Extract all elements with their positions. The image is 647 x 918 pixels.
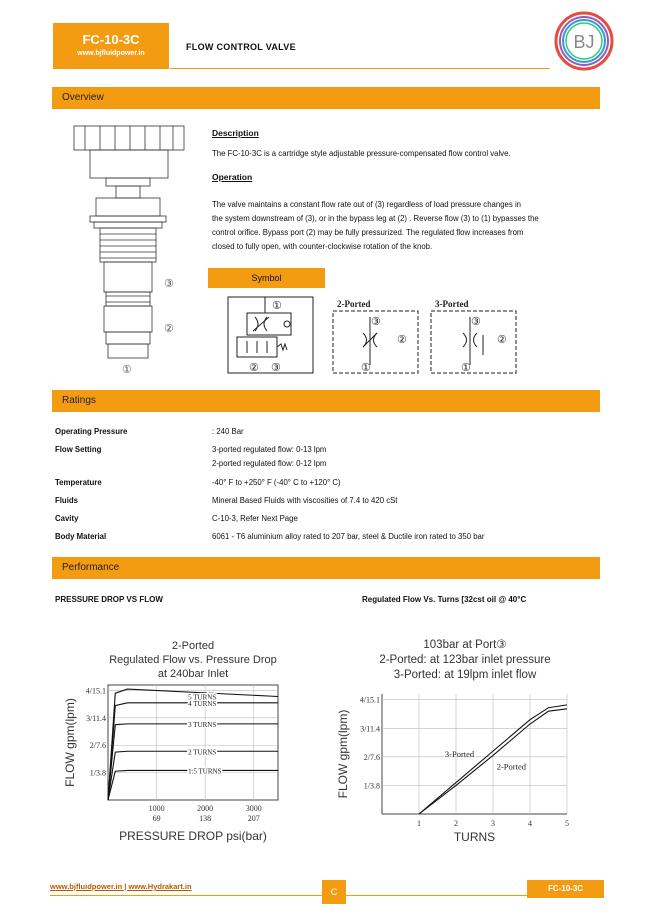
rating-label: Fluids [55,496,78,505]
x-tick-label: 138 [199,814,212,823]
series-label: 5 TURNS [188,693,217,702]
rating-value: 3-ported regulated flow: 0-13 lpm [212,445,327,454]
port-label-2: ② [164,323,174,335]
chart-title: 2-Ported: at 123bar inlet pressure [379,654,551,666]
series-label: 1.5 TURNS [188,767,222,776]
x-tick-label: 5 [565,819,569,828]
footer-code: FC-10-3C [527,880,604,898]
logo-text: BJ [573,32,595,52]
x-tick-label: 3000 [245,804,262,813]
chart-title: 3-Ported: at 19lpm inlet flow [393,669,537,681]
symbol-port-2c: ② [497,334,507,346]
y-tick-label: 4/15.1 [85,686,106,696]
rating-value: 6061 - T6 aluminium alloy rated to 207 bar, steel & Ductile iron rated to 350 bar [212,532,485,541]
y-axis-label: FLOW gpm(lpm) [63,698,77,787]
symbol-port-2: ② [249,362,259,374]
y-tick-label: 1/3.8 [89,768,106,778]
rating-label: Flow Setting [55,445,102,454]
chart-pressure-drop [58,635,303,845]
operation-line: the system downstream of (3), or in the bypass leg at (2) . Reverse flow (3) to (1) bypasses the [212,214,539,223]
series-line [108,724,278,800]
hydraulic-symbols [225,295,525,377]
logo [553,10,615,72]
port-label-1: ① [122,364,132,376]
chart-title: 103bar at Port③ [423,639,507,651]
symbol-2ported-title: 2-Ported [337,299,371,309]
operation-line: closed to fully open, with counter-clockwise rotation of the knob. [212,242,433,251]
chart-title: 2-Ported [171,640,215,652]
valve-drawing [60,124,200,379]
header-divider [170,68,550,69]
symbol-port-1c: ① [461,362,471,374]
header-url: www.bjfluidpower.in [77,50,145,57]
operation-line: control orifice. Bypass port (2) may be fully pressurized. The regulated flow increases from [212,228,524,237]
x-tick-label: 3 [491,819,495,828]
header-code-tab [53,23,169,69]
page-title: FLOW CONTROL VALVE [186,42,296,52]
series-label: 2 TURNS [188,748,217,757]
section-ratings-label: Ratings [62,395,96,406]
chart-flow-vs-turns [330,632,580,847]
rating-label: Temperature [55,478,102,487]
symbol-tab: Symbol [208,268,325,288]
x-axis-label: TURNS [453,830,496,844]
x-tick-label: 1000 [148,804,165,813]
rating-value: 2-ported regulated flow: 0-12 lpm [212,459,327,468]
x-tick-label: 2000 [197,804,214,813]
x-tick-label: 69 [152,814,161,823]
port-label-3: ③ [164,278,174,290]
chart-right-heading: Regulated Flow Vs. Turns [32cst oil @ 40°C [362,595,527,604]
header-code: FC-10-3C [82,32,140,47]
y-axis-label: FLOW gpm(lpm) [336,709,350,799]
y-tick-label: 3/11.4 [360,724,380,734]
x-tick-label: 1 [417,819,421,828]
chart-title: Regulated Flow vs. Pressure Drop [109,654,277,666]
description-heading: Description [212,128,259,138]
section-performance [52,557,600,579]
footer-divider [50,895,547,896]
rating-value: -40° F to +250° F (-40° C to +120° C) [212,478,341,487]
series-line [108,751,278,800]
symbol-port-1: ① [272,300,282,312]
series-label: 4 TURNS [188,699,217,708]
description-text: The FC-10-3C is a cartridge style adjustable pressure-compensated flow control valve. [212,149,511,158]
rating-value: : 240 Bar [212,427,244,436]
rating-value: Mineral Based Fluids with viscosities of 7.4 to 420 cSt [212,496,398,505]
section-overview [52,87,600,109]
symbol-port-3b: ③ [371,316,381,328]
y-tick-label: 2/7.6 [363,752,380,762]
series-label: 3-Ported [444,748,475,759]
chart-title: at 240bar Inlet [157,668,229,680]
rating-label: Body Material [55,532,107,541]
y-tick-label: 3/11.4 [86,713,106,723]
footer-url-link[interactable]: www.bjfluidpower.in | www.Hydrakart.in [50,882,192,891]
y-tick-label: 1/3.8 [363,781,380,791]
operation-heading: Operation [212,172,253,182]
symbol-3ported-title: 3-Ported [435,299,469,309]
x-tick-label: 2 [454,819,458,828]
symbol-port-1b: ① [361,362,371,374]
section-ratings [52,390,600,412]
rating-value: C-10-3, Refer Next Page [212,514,298,523]
operation-text [212,198,602,254]
x-axis-label: PRESSURE DROP psi(bar) [119,829,267,843]
y-tick-label: 4/15.1 [359,695,380,705]
x-tick-label: 4 [528,819,532,828]
rating-label: Cavity [55,514,79,523]
section-performance-label: Performance [62,562,120,573]
symbol-port-3c: ③ [471,316,481,328]
footer-page-number: C [322,880,346,904]
operation-line: The valve maintains a constant flow rate out of (3) regardless of load pressure changes in [212,200,522,209]
y-tick-label: 2/7.6 [89,741,106,751]
series-label: 2-Ported [496,761,526,772]
symbol-port-3: ③ [271,362,281,374]
rating-label: Operating Pressure [55,427,128,436]
symbol-port-2b: ② [397,334,407,346]
section-overview-label: Overview [62,92,104,103]
x-tick-label: 207 [247,814,260,823]
series-label: 3 TURNS [188,720,217,729]
chart-left-heading: PRESSURE DROP VS FLOW [55,595,163,604]
